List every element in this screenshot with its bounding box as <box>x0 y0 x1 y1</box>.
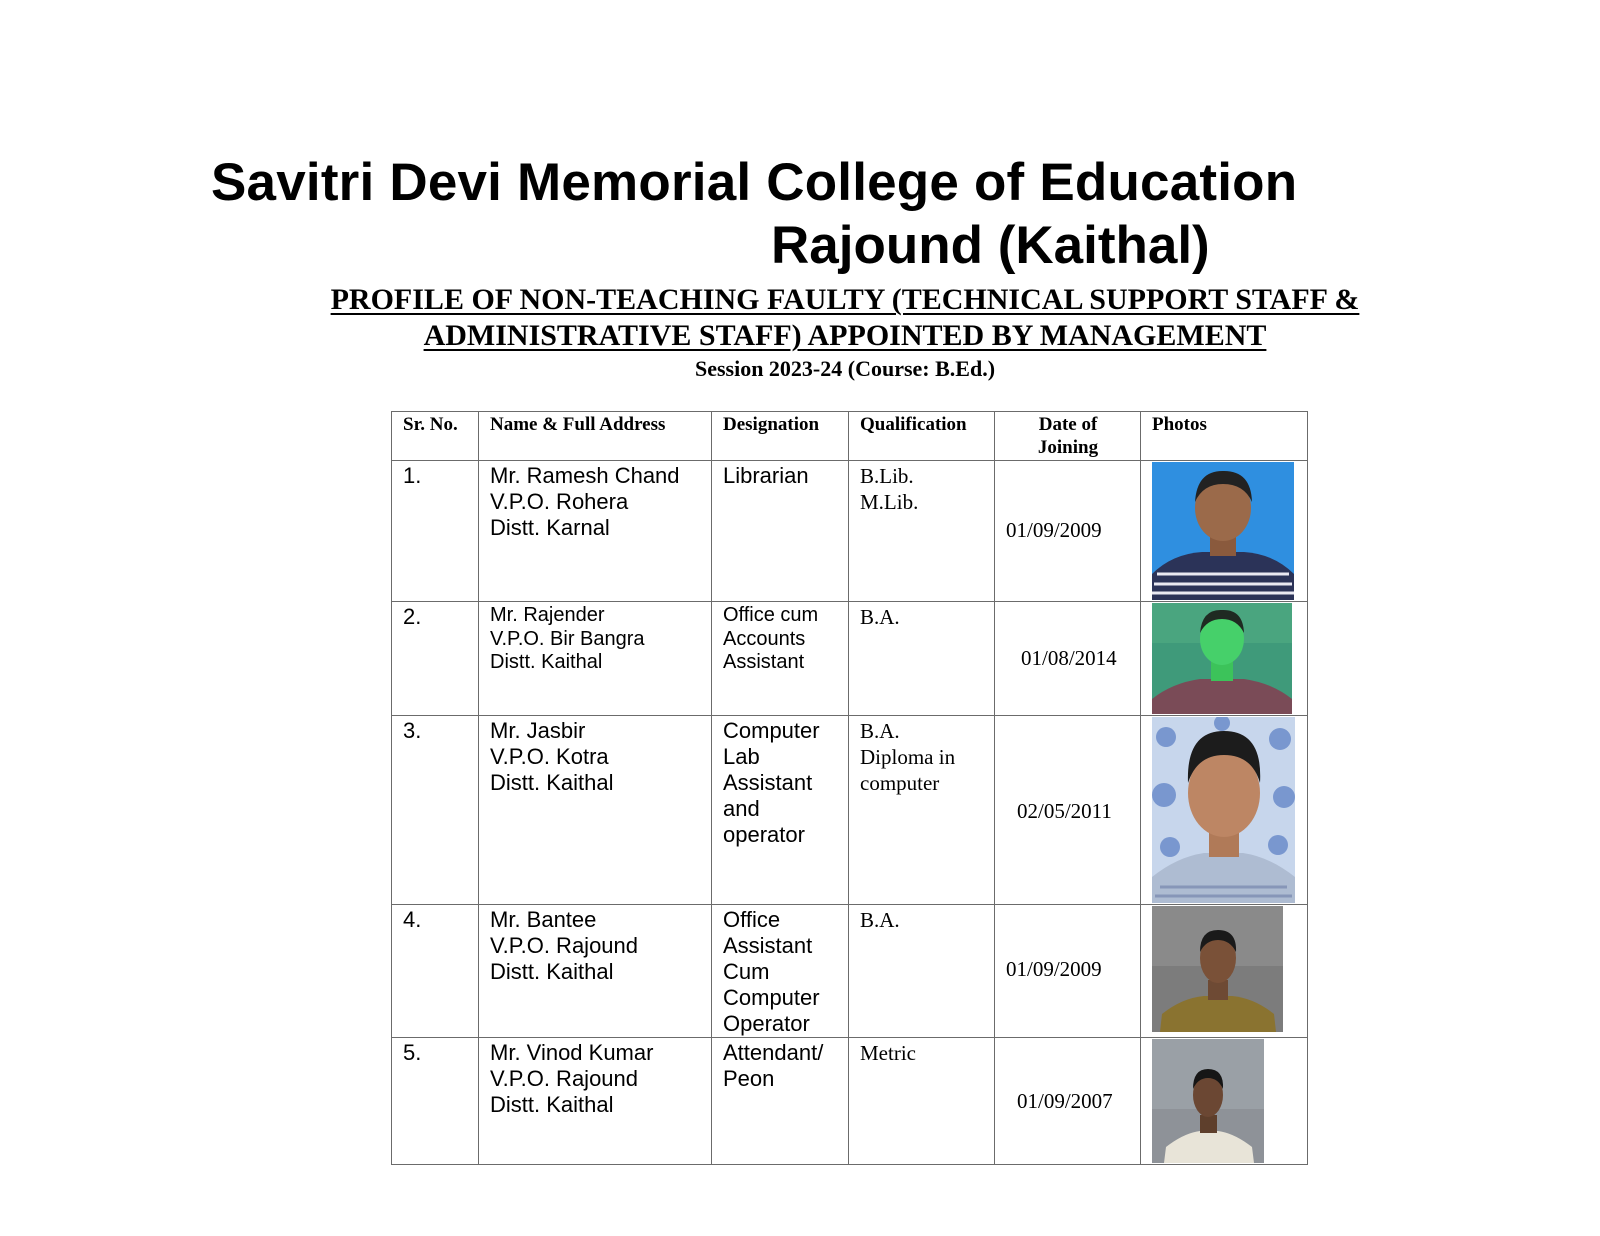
qualification-cell: B.Lib. M.Lib. <box>849 461 995 602</box>
date-of-joining-cell <box>995 716 1141 905</box>
joining-date: 01/08/2014 <box>1021 646 1117 670</box>
designation-cell: Librarian <box>712 461 849 602</box>
photo-cell <box>1141 602 1308 716</box>
sr-no-cell: 1. <box>392 461 479 602</box>
address-district: Distt. Karnal <box>490 515 610 540</box>
staff-name: Mr. Jasbir <box>490 718 586 743</box>
document-heading-line-2: ADMINISTRATIVE STAFF) APPOINTED BY MANAGEMENT <box>423 319 1267 352</box>
name-address-cell <box>479 905 712 1038</box>
address-vpo: V.P.O. Rohera <box>490 489 629 514</box>
designation-cell: Office Assistant Cum Computer Operator <box>712 905 849 1038</box>
column-header-qualification: Qualification <box>849 412 995 461</box>
joining-date: 01/09/2009 <box>1006 518 1102 542</box>
staff-table <box>391 411 1308 1165</box>
address-vpo: V.P.O. Bir Bangra <box>490 627 645 650</box>
address-vpo: V.P.O. Kotra <box>490 744 609 769</box>
staff-name: Mr. Rajender <box>490 604 605 626</box>
college-location: Rajound (Kaithal) <box>771 216 1210 275</box>
table-row <box>392 461 1308 602</box>
staff-photo <box>1152 717 1295 903</box>
address-vpo: V.P.O. Rajound <box>490 1066 639 1091</box>
address-district: Distt. Kaithal <box>490 959 614 984</box>
college-name: Savitri Devi Memorial College of Education <box>211 153 1298 212</box>
qualification-cell: B.A. <box>849 905 995 1038</box>
date-of-joining-cell <box>995 461 1141 602</box>
qualification-cell: Metric <box>849 1038 995 1165</box>
column-header-name-address: Name & Full Address <box>479 412 712 461</box>
designation-cell: Office cum Accounts Assistant <box>712 602 849 716</box>
address-vpo: V.P.O. Rajound <box>490 933 639 958</box>
table-row <box>392 1038 1308 1165</box>
sr-no-cell: 3. <box>392 716 479 905</box>
column-header-sr-no: Sr. No. <box>392 412 479 461</box>
date-of-joining-cell <box>995 905 1141 1038</box>
qualification-cell: B.A. Diploma in computer <box>849 716 995 905</box>
joining-date: 02/05/2011 <box>1017 799 1112 823</box>
column-header-designation: Designation <box>712 412 849 461</box>
name-address-cell <box>479 716 712 905</box>
photo-cell <box>1141 905 1308 1038</box>
photo-cell <box>1141 716 1308 905</box>
column-header-photos: Photos <box>1141 412 1308 461</box>
column-header-date-of-joining: Date of Joining <box>995 412 1141 461</box>
joining-date: 01/09/2009 <box>1006 957 1102 981</box>
sr-no-cell: 5. <box>392 1038 479 1165</box>
date-of-joining-cell <box>995 602 1141 716</box>
name-address-cell <box>479 1038 712 1165</box>
staff-name: Mr. Bantee <box>490 907 597 932</box>
staff-photo <box>1152 462 1294 600</box>
table-row <box>392 905 1308 1038</box>
staff-photo <box>1152 1039 1264 1163</box>
staff-name: Mr. Ramesh Chand <box>490 463 680 488</box>
designation-cell: Computer Lab Assistant and operator <box>712 716 849 905</box>
qualification-cell: B.A. <box>849 602 995 716</box>
designation-cell: Attendant/ Peon <box>712 1038 849 1165</box>
staff-photo <box>1152 906 1283 1032</box>
date-of-joining-cell <box>995 1038 1141 1165</box>
session-info: Session 2023-24 (Course: B.Ed.) <box>694 356 996 381</box>
name-address-cell <box>479 461 712 602</box>
joining-date: 01/09/2007 <box>1017 1089 1113 1113</box>
name-address-cell <box>479 602 712 716</box>
address-district: Distt. Kaithal <box>490 770 614 795</box>
sr-no-cell: 4. <box>392 905 479 1038</box>
table-row <box>392 602 1308 716</box>
address-district: Distt. Kaithal <box>490 1092 614 1117</box>
photo-cell <box>1141 461 1308 602</box>
address-district: Distt. Kaithal <box>490 651 603 673</box>
document-heading-line-1: PROFILE OF NON-TEACHING FAULTY (TECHNICAL SUPPORT STAFF & <box>330 283 1360 316</box>
photo-cell <box>1141 1038 1308 1165</box>
staff-name: Mr. Vinod Kumar <box>490 1040 654 1065</box>
staff-photo <box>1152 603 1292 714</box>
sr-no-cell: 2. <box>392 602 479 716</box>
table-header-row <box>392 412 1308 461</box>
table-row <box>392 716 1308 905</box>
